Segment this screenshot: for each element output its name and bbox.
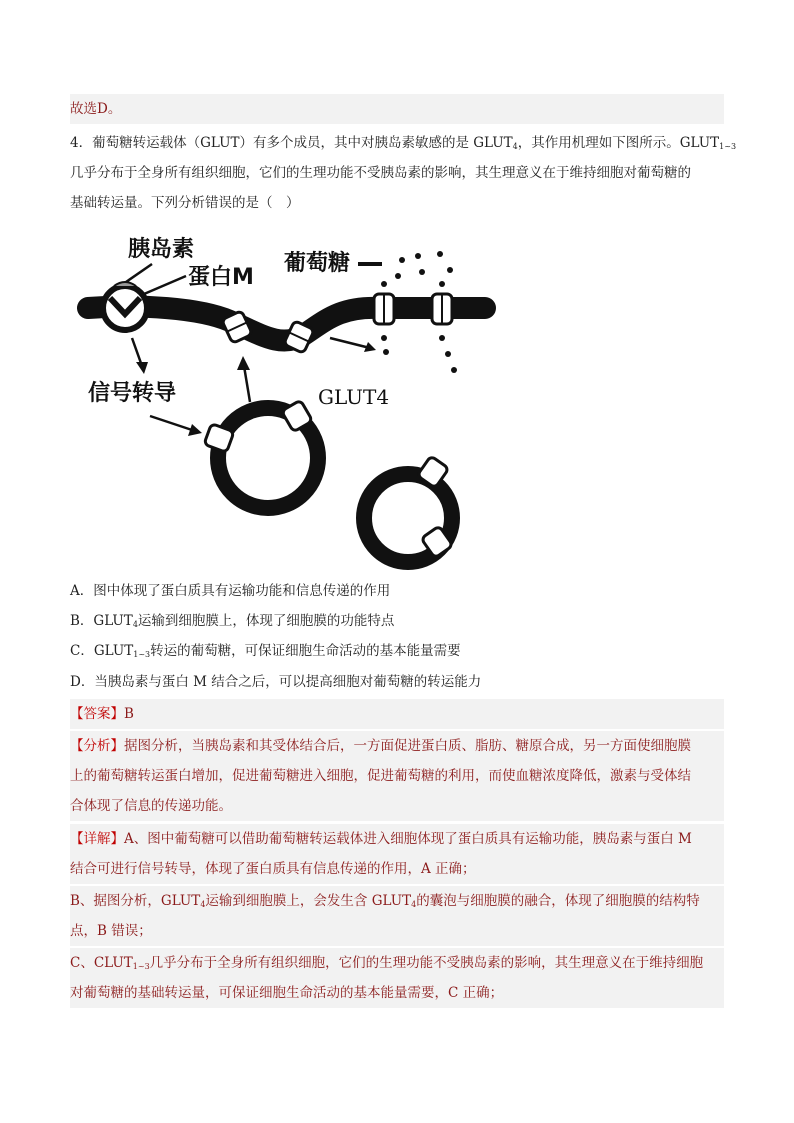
pointer-line	[144, 276, 186, 294]
detail-text: C、CLUT	[70, 955, 133, 971]
arrow-line	[150, 416, 192, 430]
analysis-text: 上的葡萄糖转运蛋白增加，促进葡萄糖进入细胞，促进葡萄糖的利用，而使血糖浓度降低，激素与受体结	[70, 768, 691, 784]
label-glucose: 葡萄糖	[284, 251, 351, 276]
option-d	[70, 667, 724, 697]
subscript: 1~3	[132, 962, 150, 971]
detail-text: 结合可进行信号转导，体现了蛋白质具有信息传递的作用，A 正确；	[70, 861, 476, 877]
detail-text: 点，B 错误；	[70, 923, 152, 939]
question-stem-text: ，其作用机理如下图所示。GLUT	[517, 135, 720, 151]
subscript: 4	[132, 620, 138, 629]
previous-answer-line	[70, 94, 724, 124]
question-stem-text: 4．葡萄糖转运载体（GLUT）有多个成员，其中对胰岛素敏感的是 GLUT	[70, 135, 513, 151]
option-d-text: D．当胰岛素与蛋白 M 结合之后，可以提高细胞对葡萄糖的转运能力	[70, 674, 482, 690]
label-signal-transduction: 信号转导	[88, 381, 177, 406]
subscript: 1~3	[719, 142, 737, 151]
protein-m-receptor	[103, 282, 147, 330]
subscript: 4	[200, 900, 206, 909]
option-b-text: B．GLUT	[70, 613, 133, 629]
detail-tag: 【详解】	[70, 831, 124, 847]
detail-line-2	[70, 854, 724, 884]
option-c	[70, 636, 724, 670]
question-stem-line-3	[70, 188, 724, 218]
arrow-line	[330, 338, 370, 348]
detail-line-6	[70, 978, 724, 1008]
analysis-line-2	[70, 761, 724, 791]
subscript: 1~3	[133, 650, 151, 659]
answer-line	[70, 699, 724, 729]
option-a	[70, 576, 724, 606]
detail-line-5	[70, 948, 724, 982]
answer-tag: 【答案】	[70, 706, 124, 722]
previous-answer-text: 故选D。	[70, 101, 122, 117]
option-b	[70, 606, 724, 640]
arrow-line	[244, 366, 250, 402]
detail-line-1	[70, 824, 724, 854]
option-c-text: 转运的葡萄糖，可保证细胞生命活动的基本能量需要	[150, 643, 461, 659]
arrow-head	[188, 424, 202, 436]
detail-line-4	[70, 916, 724, 946]
detail-text: 对葡萄糖的基础转运量，可保证细胞生命活动的基本能量需要，C 正确；	[70, 985, 504, 1001]
analysis-line-1	[70, 731, 724, 761]
detail-text: 的囊泡与细胞膜的融合，体现了细胞膜的结构特	[416, 893, 700, 909]
arrow-line	[132, 338, 142, 366]
option-b-text: 运输到细胞膜上，体现了细胞膜的功能特点	[137, 613, 395, 629]
arrow-head	[237, 356, 250, 370]
subscript: 4	[512, 142, 518, 151]
label-protein-m: 蛋白M	[188, 265, 254, 290]
answer-value: B	[124, 706, 134, 722]
arrow-head	[136, 362, 148, 374]
detail-line-3	[70, 886, 724, 920]
analysis-line-3	[70, 791, 724, 821]
glut4-transporter	[374, 294, 394, 324]
subscript: 4	[411, 900, 417, 909]
pointer-line	[126, 264, 152, 282]
label-insulin: 胰岛素	[128, 237, 195, 262]
analysis-tag: 【分析】	[70, 738, 124, 754]
glut4-mechanism-figure	[80, 226, 490, 571]
question-stem-text: 几乎分布于全身所有组织细胞，它们的生理功能不受胰岛素的影响，其生理意义在于维持细胞对葡萄糖的	[70, 165, 691, 181]
label-glut4: GLUT4	[318, 385, 390, 409]
detail-text: 几乎分布于全身所有组织细胞，它们的生理功能不受胰岛素的影响，其生理意义在于维持细胞	[149, 955, 704, 971]
analysis-text: 据图分析，当胰岛素和其受体结合后，一方面促进蛋白质、脂肪、糖原合成，另一方面使细胞膜	[124, 738, 691, 754]
option-c-text: C．GLUT	[70, 643, 134, 659]
detail-text: A、图中葡萄糖可以借助葡萄糖转运载体进入细胞体现了蛋白质具有运输功能，胰岛素与蛋白 M	[124, 831, 692, 847]
option-a-text: A．图中体现了蛋白质具有运输功能和信息传递的作用	[70, 583, 391, 599]
question-stem-line-2	[70, 158, 724, 188]
analysis-text: 合体现了信息的传递功能。	[70, 798, 232, 814]
detail-text: 运输到细胞膜上，会发生含 GLUT	[205, 893, 412, 909]
glut4-transporter	[432, 294, 452, 324]
detail-text: B、据图分析，GLUT	[70, 893, 201, 909]
question-stem-text: 基础转运量。下列分析错误的是（ ）	[70, 195, 300, 211]
